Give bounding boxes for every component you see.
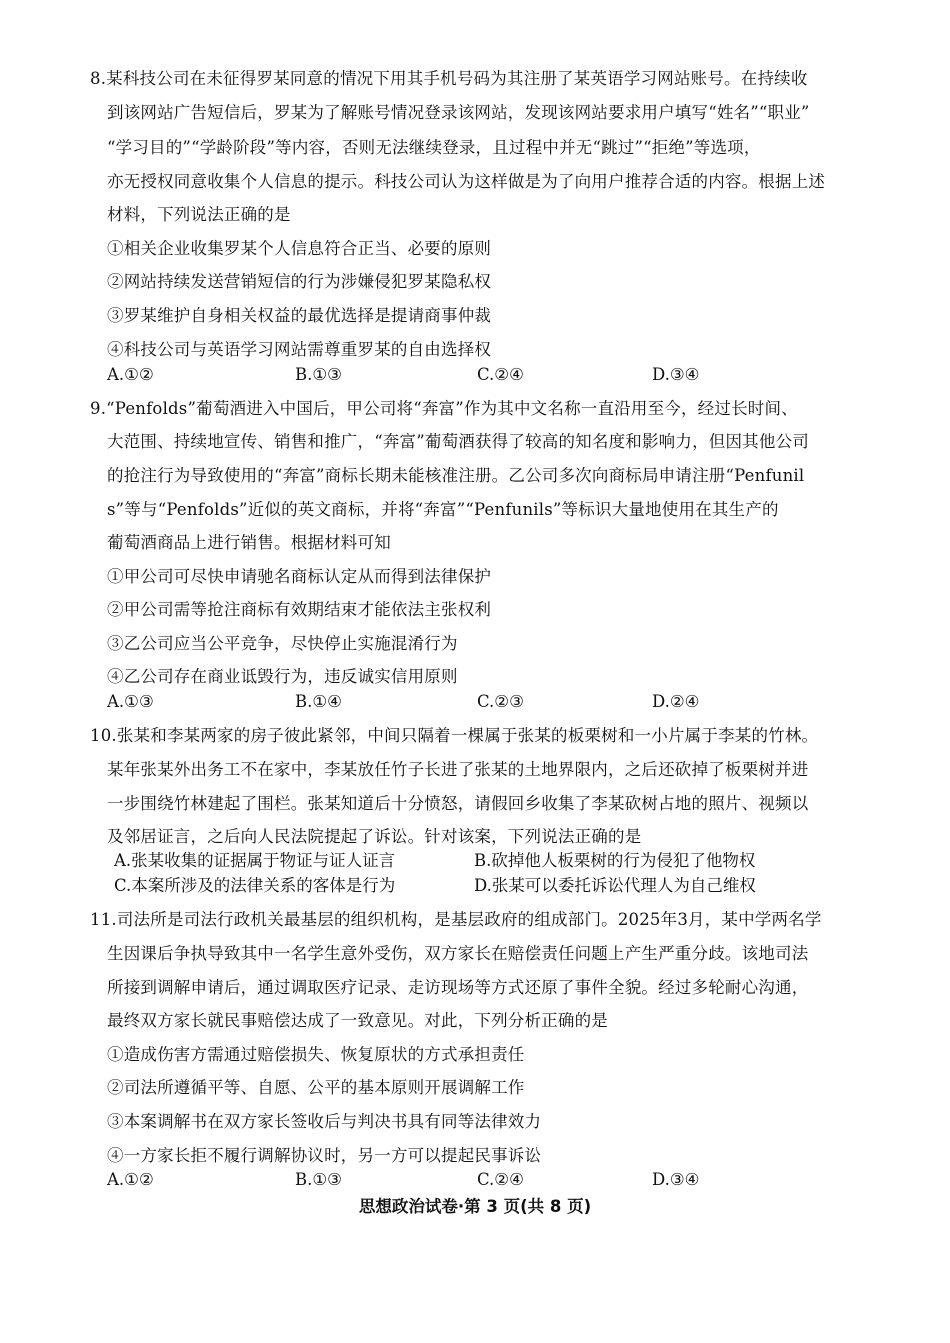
option-a: A.①③ [107,692,154,711]
page-footer: 思想政治试卷·第 3 页(共 8 页) [358,1197,592,1216]
question-8-statement: ④科技公司与英语学习网站需尊重罗某的自由选择权 [107,340,492,359]
option-b: B.砍掉他人板栗树的行为侵犯了他物权 [474,851,756,870]
option-c: C.②④ [477,1170,524,1189]
question-10-options-row-2 [114,875,834,897]
option-a: A.①② [107,365,154,384]
option-b: B.①③ [295,1170,342,1189]
question-9-statement: ④乙公司存在商业诋毁行为，违反诚实信用原则 [107,667,458,686]
question-8-statement: ①相关企业收集罗某个人信息符合正当、必要的原则 [107,239,492,258]
question-9-stem-line: 大范围、持续地宣传、销售和推广，“奔富”葡萄酒获得了较高的知名度和影响力，但因其他公司 [107,432,809,451]
question-11-stem-line: 最终双方家长就民事赔偿达成了一致意见。对此，下列分析正确的是 [107,1011,608,1030]
question-9-stem-line: 葡萄酒商品上进行销售。根据材料可知 [107,533,391,552]
question-8-stem-line: 8.某科技公司在未征得罗某同意的情况下用其手机号码为其注册了某英语学习网站账号。在持续收 [90,69,808,88]
question-8-stem-line: “学习目的”“学龄阶段”等内容，否则无法继续登录，且过程中并无“跳过”“拒绝”等选项， [107,138,761,157]
question-8-stem-line: 材料，下列说法正确的是 [107,205,291,224]
question-11-statement: ③本案调解书在双方家长签收后与判决书具有同等法律效力 [107,1112,542,1131]
question-9-stem-line: 9.“Penfolds”葡萄酒进入中国后，甲公司将“奔富”作为其中文名称一直沿用至今，经过长时间、 [90,399,798,418]
question-11-statement: ④一方家长拒不履行调解协议时，另一方可以提起民事诉讼 [107,1146,542,1165]
option-c: C.本案所涉及的法律关系的客体是行为 [114,876,396,895]
question-11-stem-line: 生因课后争执导致其中一名学生意外受伤，双方家长在赔偿责任问题上产生严重分歧。该地司法 [107,944,809,963]
question-11-options [107,1169,827,1191]
question-11-stem-line: 所接到调解申请后，通过调取医疗记录、走访现场等方式还原了事件全貌。经过多轮耐心沟通， [107,978,809,997]
option-c: C.②③ [477,692,524,711]
question-10-stem-line: 一步围绕竹林建起了围栏。张某知道后十分愤怒，请假回乡收集了李某砍树占地的照片、视频以 [107,794,809,813]
option-a: A.①② [107,1170,154,1189]
question-10-stem-line: 某年张某外出务工不在家中，李某放任竹子长进了张某的土地界限内，之后还砍掉了板栗树并进 [107,760,809,779]
question-9-statement: ③乙公司应当公平竞争，尽快停止实施混淆行为 [107,634,458,653]
option-b: B.①④ [295,692,342,711]
question-8-statement: ②网站持续发送营销短信的行为涉嫌侵犯罗某隐私权 [107,272,492,291]
question-8-stem-line: 到该网站广告短信后，罗某为了解账号情况登录该网站，发现该网站要求用户填写“姓名”“职业” [107,103,810,122]
option-c: C.②④ [477,365,524,384]
question-9-stem-line: s”等与“Penfolds”近似的英文商标，并将“奔富”“Penfunils”等标识大量地使用在其生产的 [107,500,779,519]
question-9-stem-line: 的抢注行为导致使用的“奔富”商标长期未能核准注册。乙公司多次向商标局申请注册“Penfunil [107,466,805,485]
option-d: D.③④ [652,365,700,384]
question-8-statement: ③罗某维护自身相关权益的最优选择是提请商事仲裁 [107,306,492,325]
question-8-stem-line: 亦无授权同意收集个人信息的提示。科技公司认为这样做是为了向用户推荐合适的内容。根据上述 [107,172,826,191]
question-10-stem-line: 及邻居证言，之后向人民法院提起了诉讼。针对该案，下列说法正确的是 [107,827,642,846]
question-11-stem-line: 11.司法所是司法行政机关最基层的组织机构，是基层政府的组成部门。2025年3月，某中学两名学 [90,910,822,929]
option-d: D.③④ [652,1170,700,1189]
question-11-statement: ②司法所遵循平等、自愿、公平的基本原则开展调解工作 [107,1078,525,1097]
question-11-statement: ①造成伤害方需通过赔偿损失、恢复原状的方式承担责任 [107,1045,525,1064]
question-9-statement: ①甲公司可尽快申请驰名商标认定从而得到法律保护 [107,567,492,586]
question-10-options-row-1 [114,850,834,872]
question-10-stem-line: 10.张某和李某两家的房子彼此紧邻，中间只隔着一棵属于张某的板栗树和一小片属于李某的竹林。 [90,726,819,745]
question-9-options [107,691,827,713]
option-d: D.②④ [652,692,700,711]
option-b: B.①③ [295,365,342,384]
option-a: A.张某收集的证据属于物证与证人证言 [114,851,396,870]
option-d: D.张某可以委托诉讼代理人为自己维权 [474,876,756,895]
question-8-options [107,364,827,386]
question-9-statement: ②甲公司需等抢注商标有效期结束才能依法主张权利 [107,600,492,619]
